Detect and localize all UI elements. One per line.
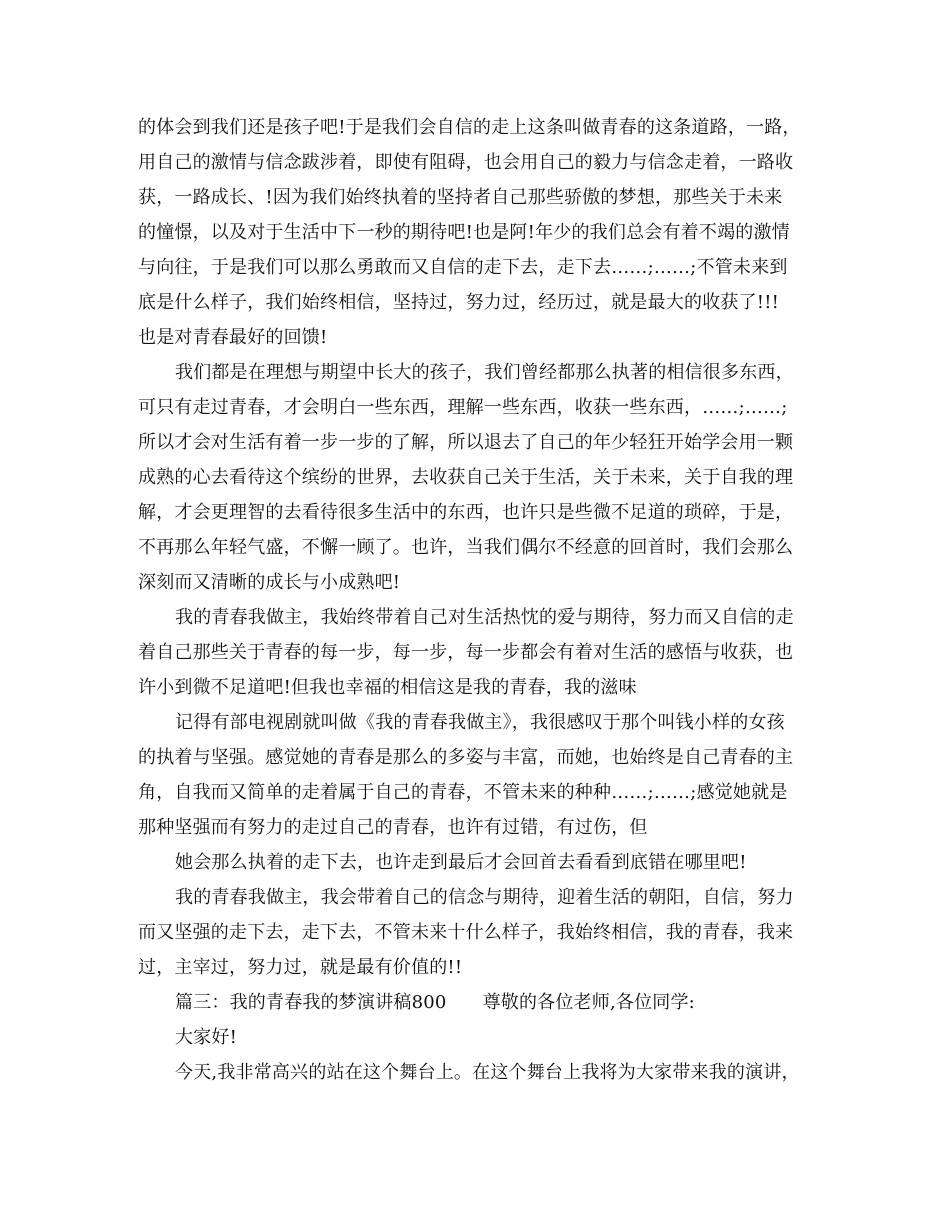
text-line: 过，主宰过，努力过，就是最有价值的!!: [138, 957, 463, 978]
paragraph-start: 我的青春我做主，我会带着自己的信念与期待，迎着生活的朝阳，自信，努力: [175, 887, 794, 908]
text-line: 的执着与坚强。感觉她的青春是那么的多姿与丰富，而她，也始终是自己青春的主: [138, 747, 794, 768]
salutation: 尊敬的各位老师,各位同学:: [482, 992, 695, 1013]
text-line: 也是对青春最好的回馈!: [138, 327, 328, 348]
text-line: 着自己那些关于青春的每一步，每一步，每一步都会有着对生活的感悟与收获，也: [138, 642, 794, 663]
paragraph-start: 记得有部电视剧就叫做《我的青春我做主》，我很感叹于那个叫钱小样的女孩: [175, 712, 785, 733]
text-line: 而又坚强的走下去，走下去，不管未来十什么样子，我始终相信，我的青春，我来: [138, 922, 794, 943]
text-line: 所以才会对生活有着一步一步的了解，所以退去了自己的年少轻狂开始学会用一颗: [138, 432, 794, 453]
text-line: 可只有走过青春，才会明白一些东西，理解一些东西，收获一些东西，……;……;: [138, 397, 788, 418]
text-line: 不再那么年轻气盛，不懈一顾了。也许，当我们偶尔不经意的回首时，我们会那么: [138, 537, 794, 558]
text-line: 底是什么样子，我们始终相信，坚持过，努力过，经历过，就是最大的收获了!!!: [138, 292, 780, 313]
paragraph-start: 她会那么执着的走下去，也许走到最后才会回首去看看到底错在哪里吧!: [175, 852, 747, 873]
paragraph-start: 我的青春我做主，我始终带着自己对生活热忱的爱与期待，努力而又自信的走: [175, 607, 794, 628]
text-line: 深刻而又清晰的成长与小成熟吧!: [138, 572, 401, 593]
text-line: 解，才会更理智的去看待很多生活中的东西，也许只是些微不足道的琐碎，于是，: [138, 502, 794, 523]
text-line: 角，自我而又简单的走着属于自己的青春，不管未来的种种……;……;感觉她就是: [138, 782, 788, 803]
text-line: 成熟的心去看待这个缤纷的世界，去收获自己关于生活，关于未来，关于自我的理: [138, 467, 794, 488]
section-heading: 篇三：我的青春我的梦演讲稿800: [175, 992, 447, 1013]
paragraph-start: 我们都是在理想与期望中长大的孩子，我们曾经都那么执著的相信很多东西，: [175, 362, 794, 383]
text-line: 与向往，于是我们可以那么勇敢而又自信的走下去，走下去……;……;不管未来到: [138, 257, 788, 278]
text-line: 许小到微不足道吧!但我也幸福的相信这是我的青春，我的滋味: [138, 677, 637, 698]
text-line: 用自己的激情与信念跋涉着，即使有阻碍，也会用自己的毅力与信念走着，一路收: [138, 152, 794, 173]
text-line: 的体会到我们还是孩子吧!于是我们会自信的走上这条叫做青春的这条道路，一路，: [138, 117, 801, 138]
greeting: 大家好!: [175, 1027, 238, 1048]
paragraph-start: 今天,我非常高兴的站在这个舞台上。在这个舞台上我将为大家带来我的演讲，: [175, 1062, 800, 1083]
text-line: 那种坚强而有努力的走过自己的青春，也许有过错，有过伤，但: [138, 817, 648, 838]
section-heading-line: [175, 991, 695, 1015]
text-line: 获，一路成长、!因为我们始终执着的坚持者自己那些骄傲的梦想，那些关于未来: [138, 187, 783, 208]
text-line: 的憧憬，以及对于生活中下一秒的期待吧!也是阿!年少的我们总会有着不竭的激情: [138, 222, 790, 243]
